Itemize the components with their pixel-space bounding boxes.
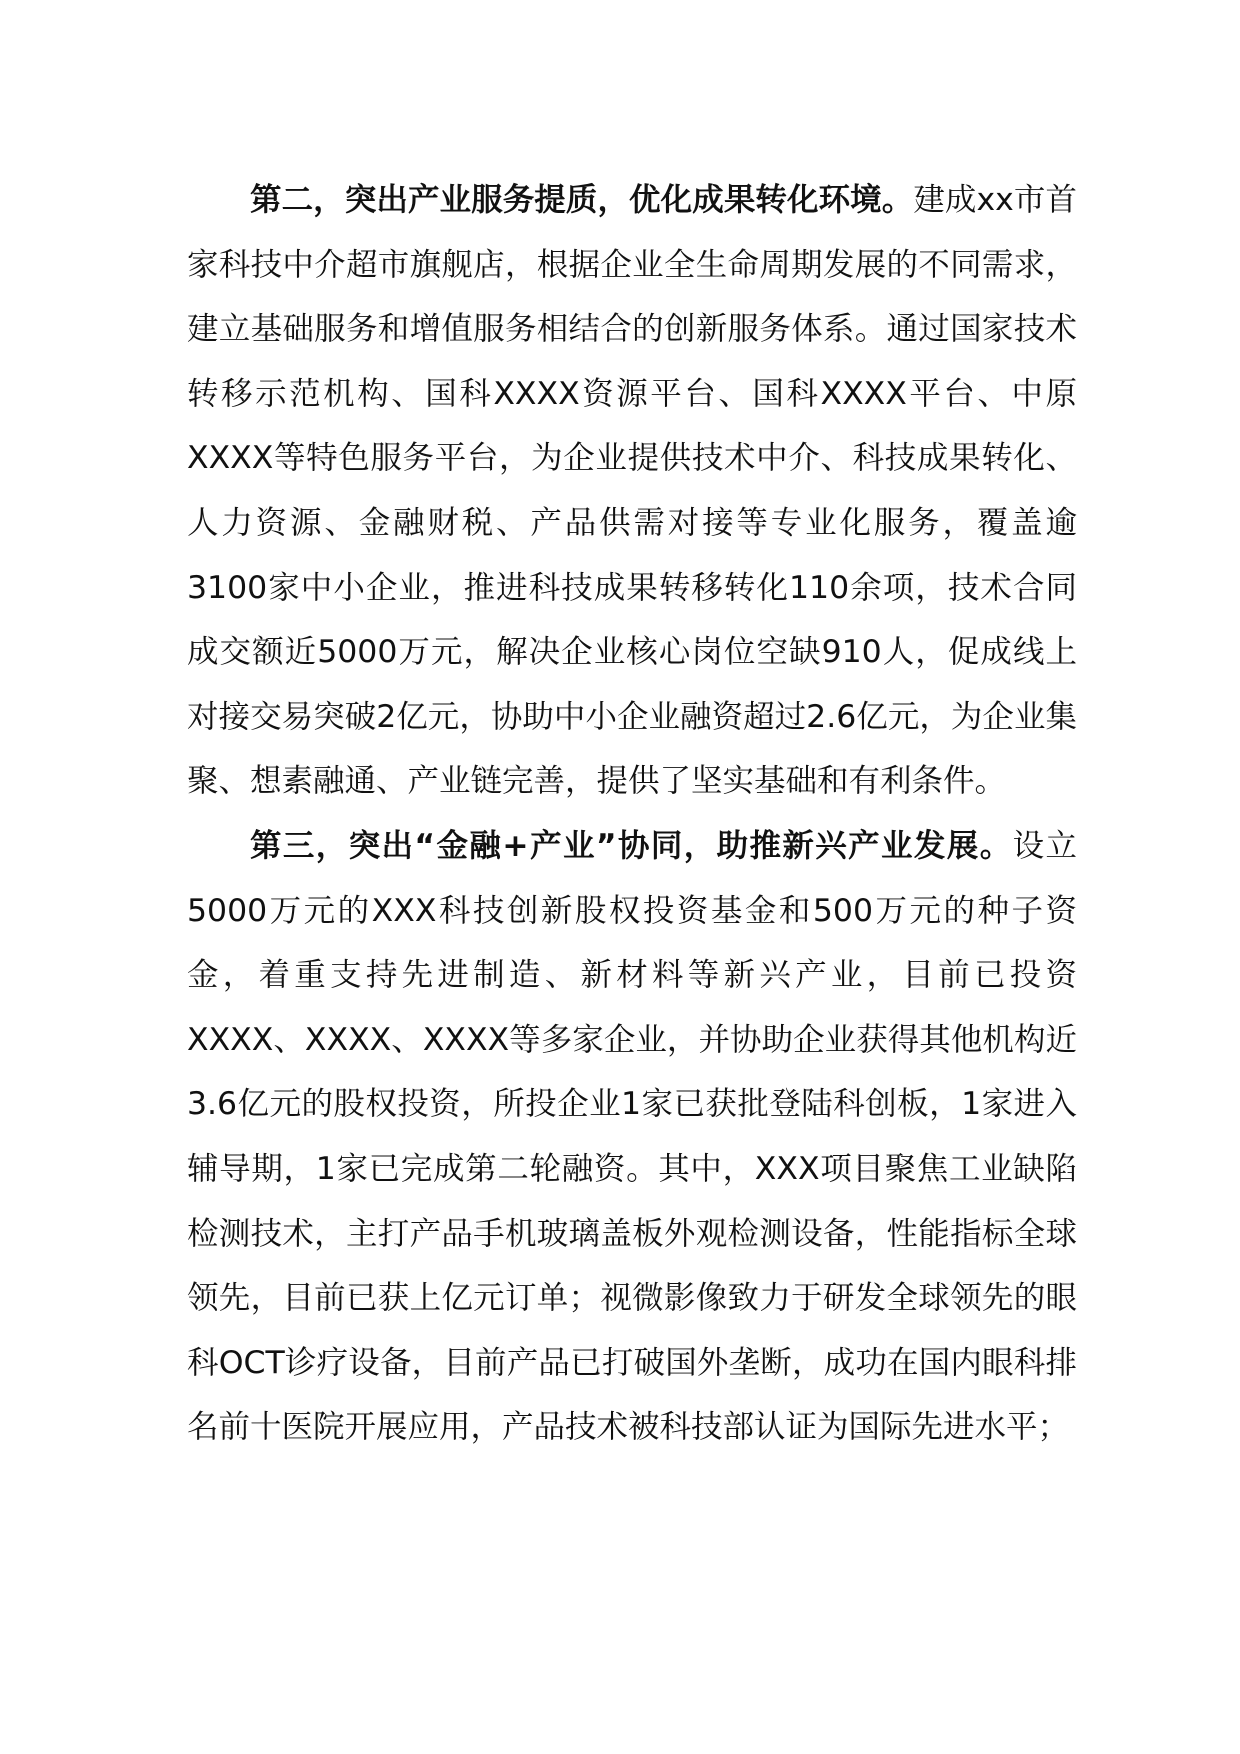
paragraph-text: 设立5000万元的XXX科技创新股权投资基金和500万元的种子资金，着重支持先进制造、新材料等新兴产业，目前已投资XXXX、XXXX、XXXX等多家企业，并协助企业获得其他机构近3.6亿元的股权投资，所投企业1家已获批登陆科创板，1家进入辅导期，1家已完成第二轮融资。其中，XXX项目聚焦工业缺陷检测技术，主打产品手机玻璃盖板外观检测设备，性能指标全球领先，目前已获上亿元订单；视微影像致力于研发全球领先的眼科OCT诊疗设备，目前产品已打破国外垄断，成功在国内眼科排名前十医院开展应用，产品技术被科技部认证为国际先进水平； xyxy=(187,827,1077,1446)
paragraph-heading: 第三，突出“金融+产业”协同，助推新兴产业发展。 xyxy=(250,827,1013,864)
paragraph-heading: 第二，突出产业服务提质，优化成果转化环境。 xyxy=(250,182,914,218)
document-body xyxy=(187,168,1077,1460)
paragraph-third-point xyxy=(187,814,1077,1460)
paragraph-second-point xyxy=(187,168,1077,814)
paragraph-text: 建成xx市首家科技中介超市旗舰店，根据企业全生命周期发展的不同需求，建立基础服务和增值服务相结合的创新服务体系。通过国家技术转移示范机构、国科XXXX资源平台、国科XXXX平台、中原XXXX等特色服务平台，为企业提供技术中介、科技成果转化、人力资源、金融财税、产品供需对接等专业化服务，覆盖逾3100家中小企业，推进科技成果转移转化110余项，技术合同成交额近5000万元，解决企业核心岗位空缺910人，促成线上对接交易突破2亿元，协助中小企业融资超过2.6亿元，为企业集聚、想素融通、产业链完善，提供了坚实基础和有利条件。 xyxy=(187,182,1077,800)
